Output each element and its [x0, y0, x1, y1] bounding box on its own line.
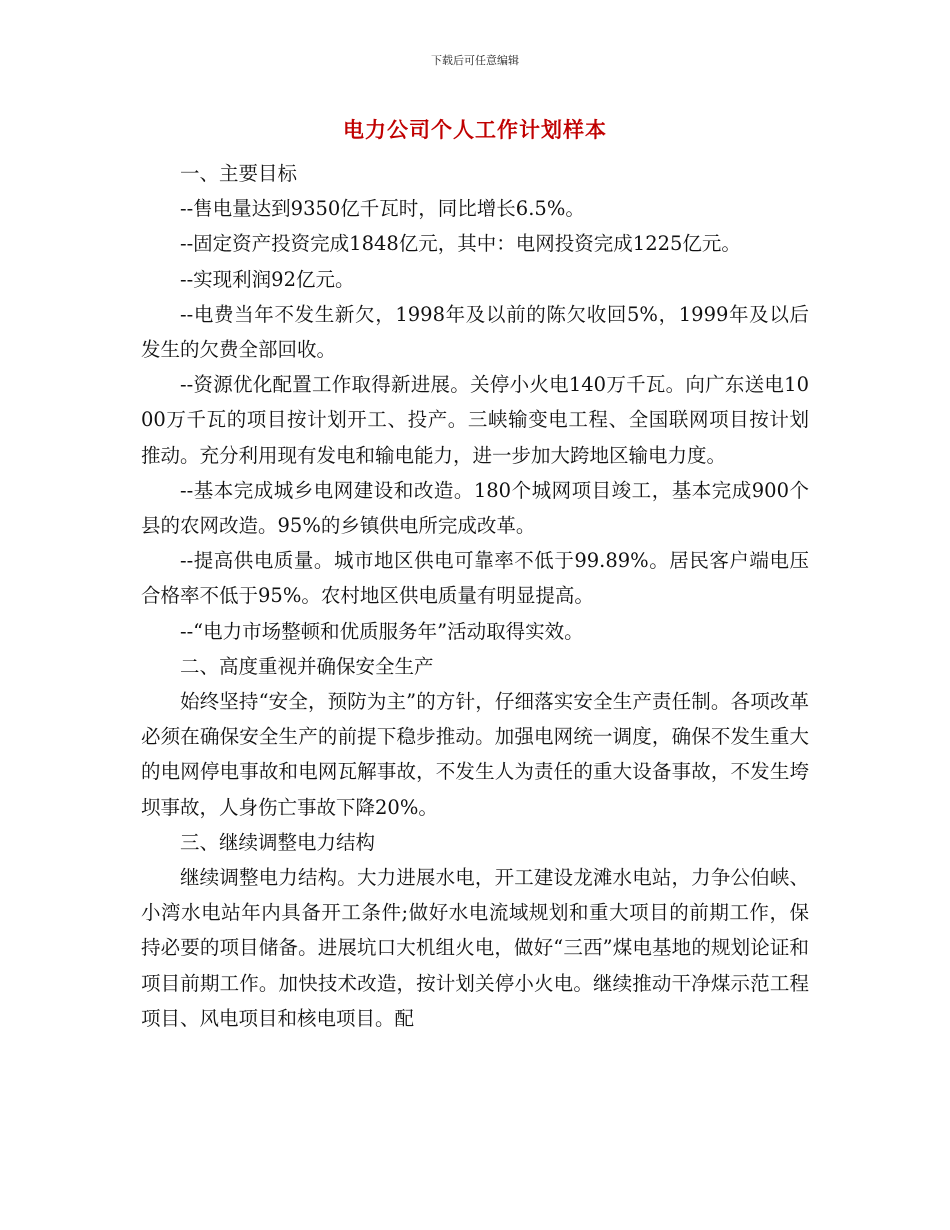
paragraph: --基本完成城乡电网建设和改造。180个城网项目竣工，基本完成900个县的农网改造。95%的乡镇供电所完成改革。 — [141, 478, 809, 538]
paragraph: --提高供电质量。城市地区供电可靠率不低于99.89%。居民客户端电压合格率不低于95%。农村地区供电质量有明显提高。 — [141, 549, 809, 608]
section-heading-2: 二、高度重视并确保安全生产 — [180, 654, 434, 678]
paragraph: --“电力市场整顿和优质服务年”活动取得实效。 — [180, 619, 584, 643]
section-heading-3: 三、继续调整电力结构 — [180, 830, 376, 854]
document-body — [141, 156, 809, 1036]
paragraph: --资源优化配置工作取得新进展。关停小火电140万千瓦。向广东送电1000万千瓦的项目按计划开工、投产。三峡输变电工程、全国联网项目按计划推动。充分利用现有发电和输电能力，进一步加大跨地区输电力度。 — [141, 373, 809, 467]
paragraph: --电费当年不发生新欠，1998年及以前的陈欠收回5%，1999年及以后发生的欠费全部回收。 — [141, 302, 809, 362]
paragraph: 始终坚持“安全，预防为主”的方针，仔细落实安全生产责任制。各项改革必须在确保安全生产的前提下稳步推动。加强电网统一调度，确保不发生重大的电网停电事故和电网瓦解事故，不发生人为责任的重大设备事故，不发生垮坝事故，人身伤亡事故下降20%。 — [141, 690, 809, 819]
paragraph: --售电量达到9350亿千瓦时，同比增长6.5%。 — [180, 197, 585, 221]
paragraph: --固定资产投资完成1848亿元，其中：电网投资完成1225亿元。 — [180, 232, 741, 256]
section-heading-1: 一、主要目标 — [180, 162, 298, 185]
paragraph: --实现利润92亿元。 — [180, 267, 355, 291]
paragraph: 继续调整电力结构。大力进展水电，开工建设龙滩水电站，力争公伯峡、小湾水电站年内具备开工条件;做好水电流域规划和重大项目的前期工作，保持必要的项目储备。进展坑口大机组火电，做好“三西”煤电基地的规划论证和项目前期工作。加快技术改造，按计划关停小火电。继续推动干净煤示范工程项目、风电项目和核电项目。配 — [141, 866, 809, 1030]
document-title: 电力公司个人工作计划样本 — [343, 117, 607, 142]
page-header-note: 下载后可任意编辑 — [431, 54, 519, 67]
